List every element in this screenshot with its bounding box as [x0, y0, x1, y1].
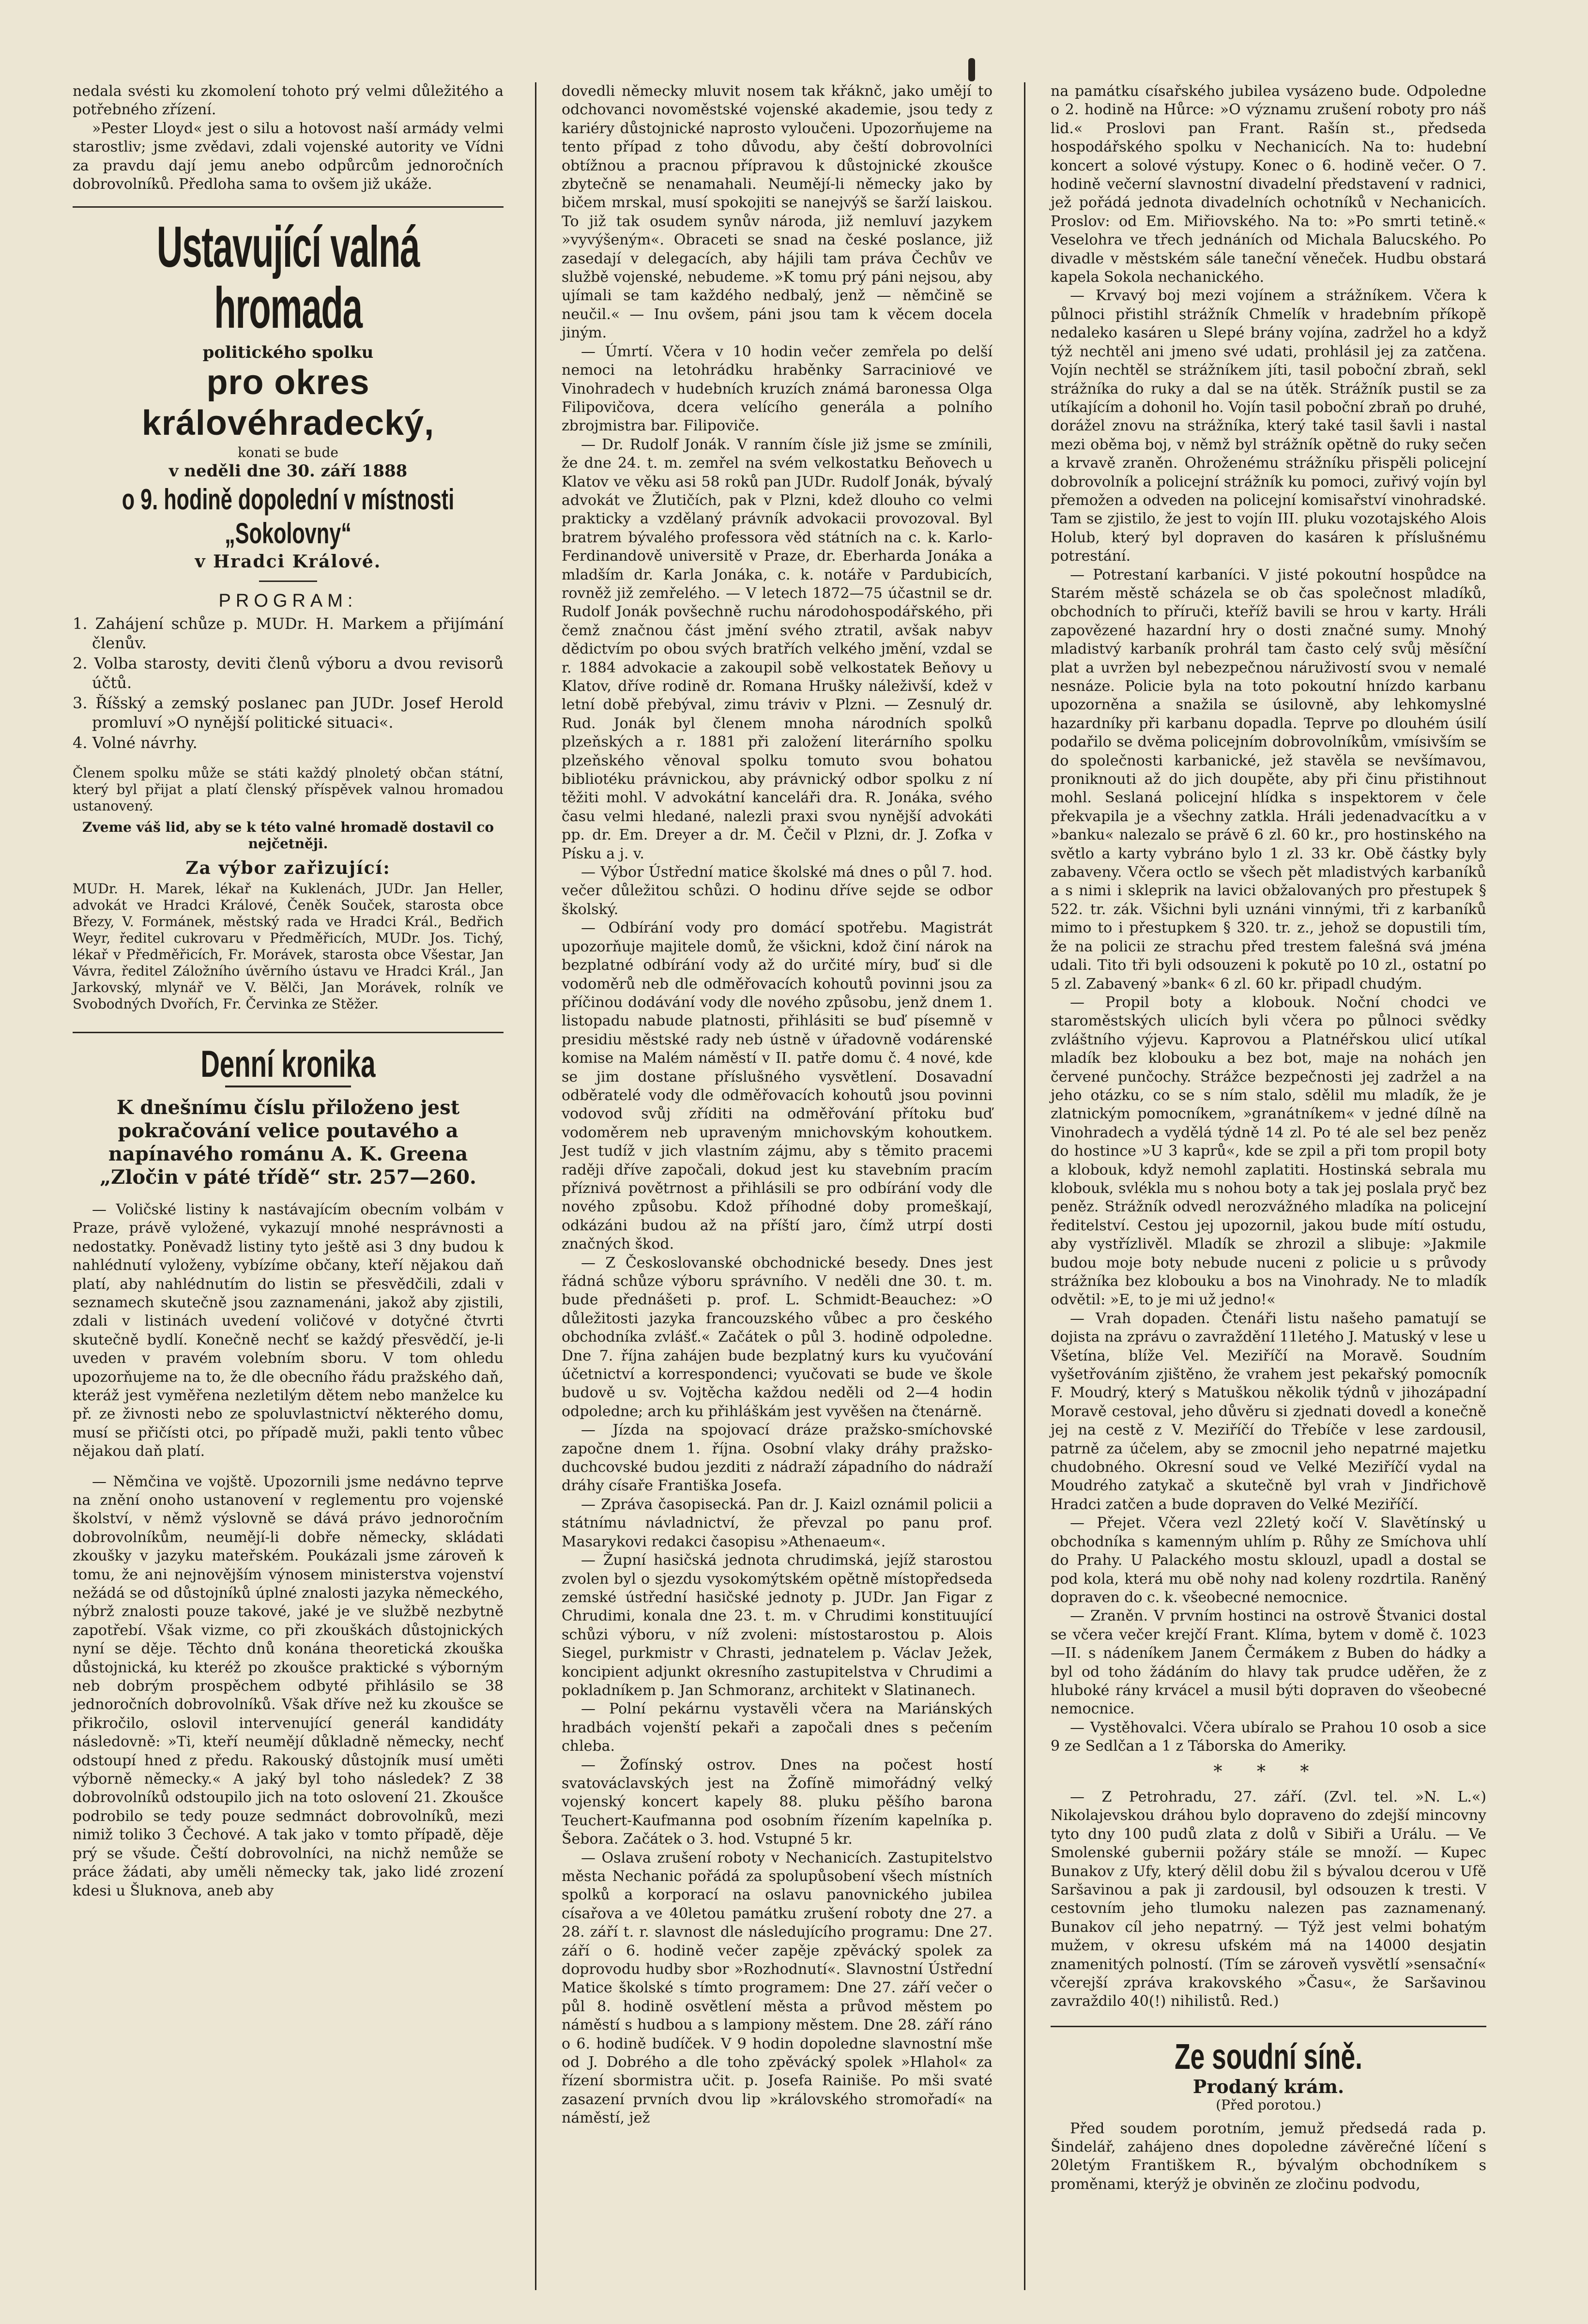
notice-title: Ustavující valná hromada [156, 214, 420, 341]
article-polni-pekarna: — Polní pekárnu vystavěli včera na Mariánských hradbách vojenští pekaři a započali dnes s pečením chleba. [562, 1700, 992, 1755]
program-list [73, 614, 504, 752]
separator [1051, 2026, 1486, 2027]
notice-date: v neděli dne 30. září 1888 [168, 461, 408, 481]
separator [73, 206, 504, 208]
program-item: 1. Zahájení schůze p. MUDr. H. Markem a přijímání členův. [73, 614, 504, 653]
program-heading: PROGRAM: [218, 591, 358, 612]
column-3 [1051, 82, 1486, 2194]
case-subtitle: (Před porotou.) [1216, 2097, 1321, 2113]
article-vybor-matice: — Výbor Ústřední matice školské má dnes o půl 7. hod. večer důležitou schůzi. O hodinu dříve sejde se odbor školský. [562, 864, 992, 918]
col1-intro-2: »Pester Lloyd« jest o silu a hotovost naší armády velmi starostliv; jsme zvědavi, zdali vojenské autority ve Vídni za pravdu dají jemu anebo odpůrcům jednoročních dobrovolníků. Předloha sama to ovšem již ukáže. [73, 120, 504, 193]
article-vystehovalci: — Vystěhovalci. Včera ubíralo se Prahou 10 osob a sice 9 ze Sedlčan a 1 z Táborska do Ameriky. [1051, 1719, 1486, 1755]
separator [259, 581, 317, 582]
column-rule [1024, 82, 1025, 2290]
committee-list: MUDr. H. Marek, lékař na Kuklenách, JUDr. Jan Heller, advokát ve Hradci Králové, Čeněk Souček, starosta obce Březy, V. Formánek, městský rada ve Hradci Král., Bedřich Weyr, ředitel cukrovaru v Předměřicích, MUDr. Jos. Tichý, lékař v Předměřicích, Fr. Morávek, starosta obce Všestar, Jan Vávra, ředitel Záložního úvěrního ústavu ve Hradci Král., Jan Jarkovský, mlynář ve V. Bělči, Jan Morávek, rolník ve Svobodných Dvořích, Fr. Červinka ze Stěžer. [73, 880, 504, 1012]
article-odbirani-vody: — Odbírání vody pro domácí spotřebu. Magistrát upozorňuje majitele domů, že všickni, kdož činí nárok na bezplatné odbírání vody až do určité míry, buď si dle vodoměrů neb dle odměřovacích kohoutů povinni jsou za příčinou dodávání vody dle nového způsobu, jenž dnem 1. listopadu nabude platnosti, přihlásiti se buď písemně v presidiu městské rady neb ústně v úřadovně vodárenské komise na Malém náměstí v II. patře domu č. 4 nové, kde se jim dostane příslušného vysvětlení. Dosavadní odběratelé vody dle odměřovacích kohoutů jsou povinni vodovod svůj zříditi na odměřování přítoku buď vodoměrem neb upraveným mnichovským kohoutkem. Jest tudíž v jich vlastním zájmu, aby s těmito pracemi raději dříve započali, dokud jest ku stavebním pracím příznivá povětrnost a přihlásili se pro odbírání vody dle nového způsobu. Kdož příhodné doby promeškají, odkázáni budou až na příští jaro, čímž utrpí dosti značných škod. [562, 919, 992, 1253]
committee-heading: Za výbor zařizující: [185, 858, 391, 879]
notice-place: v Hradci Králové. [195, 551, 382, 572]
column-2 [562, 82, 992, 2128]
column-rule [535, 82, 536, 2290]
notice-time: o 9. hodině dopolední v místnosti „Sokolovny“ [122, 483, 455, 550]
invite-text: Zveme váš lid, aby se k této valné hromadě dostavil co nejčetněji. [82, 819, 494, 852]
separator [225, 1086, 351, 1087]
article-volicske-listiny: — Voličské listiny k nastávajícím obecním volbám v Praze, právě vyložené, vykazují mnohé nesprávnosti a nedostatky. Poněvadž listiny tyto ještě asi 3 dny budou k nahlédnutí vyloženy, vybízíme občany, kteří nějakou daň platí, aby nahlédnutím do listin se přesvědčili, zdali v seznamech skutečně jsou zaznamenáni, jakož aby zjistili, zdali v listinách uvedení voličové v dotyčné čtvrti skutečně bydlí. Konečně nechť se každý přesvědčí, je-li uveden v pravém volebním sboru. V tom ohledu upozorňujeme na to, že dle obecního řádu pražského daň, kteráž jest vyměřena nezletilým dětem nebo manželce ku př. ze živnosti nebo ze spoluvlastnictví některého domu, musí se přičísti otci, po případě muži, pakli tento vůbec nějakou daň platí. [73, 1201, 504, 1460]
program-item: 2. Volba starosty, deviti členů výboru a dvou revisorů účtů. [73, 654, 504, 692]
print-mark [968, 58, 975, 81]
article-vrah-dopaden: — Vrah dopaden. Čtenáři listu našeho pamatují se dojista na zprávu o zavraždění 11letého J. Matuský v lese u Všetína, blíže Vel. Meziříčí na Moravě. Soudním vyšetřováním zjištěno, že vrahem jest pekařský pomocník F. Moudrý, který s Matuškou několik týdnů v jihozápadní Moravě cestoval, jeho důvěru si zjednati dovedl a konečně jej na cestě z V. Meziříčí do Třebíče v lese zardousil, patrně za účelem, aby se zmocnil jeho nepatrné majetku chudobného. Okresní soud ve Velké Meziříčí vydal na Moudrého zatykač a skutečně byl vrah v Jindřichově Hradci zatčen a bude dopraven do Velké Meziříčí. [1051, 1310, 1486, 1513]
article-umrti: — Úmrtí. Včera v 10 hodin večer zemřela po delší nemoci na letohrádku hraběnky Sarraciniové ve Vinohradech v hudebních kruzích známá baronessa Olga Filipovičova, dcera velícího generála a polního zbrojmistra bar. Filipoviče. [562, 343, 992, 435]
article-continuation: na památku císařského jubilea vysázeno bude. Odpoledne o 2. hodině na Hůrce: »O významu zrušení roboty pro náš lid.« Proslovi pan Frant. Rašín st., předseda hospodářského spolku v Nechanicích. Na to: hudební koncert a solové výstupy. Konec o 6. hodině večer. O 7. hodině večerní slavnostní divadelní představení v radnici, jež pořádá jednota divadelních ochotníků v Nechanicích. Proslov: od Em. Miřiovského. Na to: »Po smrti tetině.« Veselohra ve třech jednáních od Michala Balucského. Po divadle v městském sále taneční věneček. Hudbu obstará kapela Sokola nechanického. [1051, 83, 1486, 286]
case-title: Prodaný krám. [1192, 2075, 1344, 2097]
article-spojovaci-draha: — Jízda na spojovací dráze pražsko-smíchovské započne dnem 1. října. Osobní vlaky dráhy pražsko-duchcovské budou jezditi z nádraží západního do nádraží dráhy císaře Františka Josefa. [562, 1422, 992, 1495]
col1-intro-1: nedala svésti ku zkomolení tohoto prý velmi důležitého a potřebného zřízení. [73, 83, 504, 119]
newspaper-page [73, 58, 1501, 2305]
lead-notice: K dnešnímu číslu přiloženo jest pokračování velice poutavého a napínavého románu A. K. Greena „Zločin v páté třídě“ str. 257—260. [100, 1096, 476, 1189]
article-oslava-nechanice: — Oslava zrušení roboty v Nechanicích. Zastupitelstvo města Nechanic pořádá za spolupůsobení všech místních spolků a korporací na oslavu panovnického jubilea císařova a ve 40letou památku zrušení roboty dne 27. a 28. září t. r. slavnost dle následujícího programu: Dne 27. září o 6. hodině večer zapěje zpěvácký spolek za doprovodu hudby sbor »Rozhodnutí«. Slavnostní Ústřední Matice školské s tímto programem: Dne 27. září večer o půl 8. hodině osvětlení města a průvod městem po náměstí s hudbou a s lampiony městem. Dne 28. září ráno o 6. hodině budíček. V 9 hodin dopoledne slavnostní mše od J. Dobrého a dle toho zpěvácký spolek »Hlahol« za řízení sbormistra učit. p. Josefa Rainiše. Po mši svaté zasazení prvních dvou lip »královského stromořadí« na náměstí, jež [562, 1849, 992, 2127]
article-krvavy-boj: — Krvavý boj mezi vojínem a strážníkem. Včera k půlnoci přistihl strážník Chmelík v hradebním příkopě nedaleko kasáren u Slepé brány vojína, zadržel ho a když týž nechtěl ani jmeno své udati, prohlásil jej za zatčena. Vojín nechtěl se strážníkem jíti, tasil poboční zbraň, sekl strážníka do ruky a dal se na útěk. Strážník pustil se za utíkajícím a dohonil ho. Vojín tasil poboční zbraň po druhé, dorážel znovu na strážníka, který také tasil šavli i nastal mezi oběma boj, v němž byl strážník opětně do ruky sečen a krvavě zraněn. Ohroženému strážníku přispěli policejní dobrovolník a policejní strážník ku pomoci, zuřivý vojín byl přemožen a odveden na policejní komisařství vinohradské. Tam se zjistilo, že jest to vojín III. pluku vozotajského Alois Holub, který byl dopraven do kasáren k příslušnému potrestání. [1051, 287, 1486, 565]
article-zofinsky-ostrov: — Žofínský ostrov. Dnes na počest hostí svatováclavských jest na Žofíně mimořádný velký vojenský koncert kapely 88. pluku pěšího barona Teuchert-Kaufmanna pod osobním řízením kapelníka p. Šebora. Začátek o 3. hod. Vstupné 5 kr. [562, 1756, 992, 1848]
section-title-denni-kronika: Denní kronika [200, 1042, 376, 1085]
section-title-soudni-sin: Ze soudní síně. [1175, 2036, 1362, 2077]
notice-sub1: politického spolku [202, 343, 374, 363]
article-prejet: — Přejet. Včera vezl 22letý kočí V. Slavětínský u obchodníka s kamenným uhlím p. Růhy ze Smíchova uhlí do Prahy. U Palackého mostu sklouzl, upadl a dostal se pod kola, která mu obě nohy nad koleny rozdrtila. Raněný dopraven do c. k. všeobecné nemocnice. [1051, 1514, 1486, 1606]
article-zupni-jednota: — Župní hasičská jednota chrudimská, jejíž starostou zvolen byl o sjezdu vysokomýtském opětně místopředseda zemské ústřední hasičské jednoty p. JUDr. Jan Figar z Chrudimi, konala dne 23. t. m. v Chrudimi konstituující schůzi výboru, v níž zvoleni: místostarostou p. Alois Siegel, purkmistr v Chrasti, jednatelem p. Václav Ježek, koncipient adjunkt okresního zastupitelstva v Chrudimi a pokladníkem p. Jan Schmoranz, architekt v Slatinanech. [562, 1552, 992, 1699]
program-item: 3. Říšský a zemský poslanec pan JUDr. Josef Herold promluví »O nynější politické situaci«. [73, 694, 504, 732]
notice-sub2: pro okres královéhradecký, [141, 363, 435, 443]
program-item: 4. Volné návrhy. [73, 734, 198, 752]
section-stars: * * * [1213, 1761, 1324, 1782]
article-continuation: dovedli německy mluvit nosem tak křáknč, jako umějí to odchovanci novoměstské vojenské akademie, jsou tedy z kariéry důstojnické naprosto vyloučeni. Upozorňujeme na tento případ z toho důvodu, aby čeští dobrovolníci obtížnou a pracnou přípravou k důstojnické zkoušce zbytečně se nenamahali. Neumějí-li německy jako by bičem mrskal, musí spokojiti se nanejvýš se šarží laiskou. To již tak osudem synův národa, již nemluví jazykem »vyvýšeným«. Obraceti se snad na české poslance, již zasedají v delegacích, aby hájili tam práva Čechův ve službě vojenské, nebudeme. »K tomu prý páni nejsou, aby ujímali se tam každého nedbalý, jenž — němčině se neučil.« — Inu ovšem, páni jsou tam k věcem docela jiným. [562, 83, 992, 342]
article-nemcina-ve-vojste: — Němčina ve vojště. Upozornili jsme nedávno teprve na znění onoho ustanovení v reglementu pro vojenské školství, v němž výslovně se dává právo jednoročním dobrovolníkům, neumějí-li dobře německy, skládati zkoušky v jazyku mateřském. Poukázali jsme zároveň k tomu, že ani nejnovějším výnosem ministerstva vojenství nežádá se od důstojníků úplné znalosti jazyka německého, nýbrž znalosti pouze takové, jaké je ve službě nezbytně zapotřebí. Však vizme, co při zkouškách důstojnických nyní se děje. Těchto dnů konána theoretická zkouška důstojnická, ku kteréž po zkoušce praktické s výborným neb dobrým prospěchem odbyté přihlásilo se 38 jednoročních dobrovolníků. Však dříve než ku zkoušce se přikročilo, oslovil intervenující generál kandidáty následovně: »Ti, kteří neumějí důkladně německy, nechť odstoupí hned z předu. Rakouský důstojník musí uměti výborně německy.« A jaký byl toho následek? Z 38 dobrovolníků odstoupilo jich na toto oslovení 21. Zkoušce podrobilo se tedy pouze sedmnáct dobrovolníků, mezi nimiž toliko 3 Čechové. A tak jako v tomto případě, děje prý se všude. Čeští dobrovolníci, na nichž nemůže se práce žádati, aby uměli německy tak, jako lidé zrození kdesi u Šluknova, aneb aby [73, 1473, 504, 1899]
column-1 [73, 82, 504, 1900]
meeting-notice [73, 216, 504, 1012]
article-karbanici: — Potrestaní karbaníci. V jisté pokoutní hospůdce na Starém městě scházela se ob čas společnost mladíků, obchodních to příruči, kteříž bavili se hrou v karty. Hráli zapovězené hazardní hry o dosti značné sumy. Mnohý mladistvý karbaník prohrál tam často celý svůj měsíční plat a uvržen byl nebezpečnou náruživostí svou v nemalé nesnáze. Policie byla na toto pokoutní hnízdo karbanu upozorněna a snažila se úsilovně, aby lehkomyslné hazardníky při karbanu dopadla. Teprve po dlouhém úsilí podařilo se dvěma policejním dobrovolníkům, vmísivším se do společnosti karbanické, jež stavěla se nevšímavou, proniknouti až do jich doupěte, aby při činu přistihnout mohl. Seslaná policejní hlídka s inspektorem v čele překvapila je a všechny zatkla. Hráli jedenadvacítku a v »banku« nalezalo se právě 6 zl. 60 kr., pro hostinského na světlo a karty vybráno bylo 1 zl. 33 kr. Obě částky byly zabaveny. Včera octlo se všech pět mladistvých karbaníků a s nimi i skleprik na lavici obžalovaných pro přestupek § 522. tr. zák. Všichni byli uznáni vinnými, tři z karbaníků mimo to i přestupkem § 320. tr. z., jehož se dopustili tím, že na policii ze strachu před trestem falešná svá jména udali. Tito tři byli odsouzeni k pokutě po 10 zl., ostatní po 5 zl. Zabavený »bank« 6 zl. 60 kr. připadl chudým. [1051, 566, 1486, 993]
notice-sub3: konati se bude [238, 444, 338, 460]
article-dr-jonak: — Dr. Rudolf Jonák. V ranním čísle již jsme se zmínili, že dne 24. t. m. zemřel na svém velkostatku Beňovech u Klatov ve věku asi 58 roků pan JUDr. Rudolf Jonák, bývalý advokát ve Žlutičích, pak v Plzni, kdež dlouho co velmi prakticky a vzdělaný právník advokacii provozoval. Byl bratrem bývalého professora věd státních na c. k. Karlo-Ferdinandově universitě v Praze, dr. Eberharda Jonáka a mladším dr. Karla Jonáka, c. k. notáře v Pardubicích, rovněž již zemřelého. — V letech 1872—75 účastnil se dr. Rudolf Jonák povšechně ruchu národohospodářského, při čemž značnou část jmění svého ztratil, avšak nabyv dědictvím po obou svých bratřích velkého jmění, vzdal se r. 1884 advokacie a zakoupil sobě velkostatek Beňovy u Klatov, dříve rodině dr. Romana Hrušky náleživší, kdež v letní době přebýval, zimu tráviv v Plzni. — Zesnulý dr. Rud. Jonák byl členem mnoha národních spolků plzeňských a r. 1881 při založení literárního spolku plzeňského věnoval spolku tomuto svou bohatou bibliotéku právnickou, aby právnický odbor spolku z ní těžiti mohl. V advokátní kanceláři dra. R. Jonáka, svého času velmi hledané, nalezli praxi svou nynější advokáti pp. dr. Em. Dreyer a dr. M. Čečil v Plzni, dr. J. Zofka v Písku a j. v. [562, 436, 992, 862]
membership-text: Členem spolku může se státi každý plnoletý občan státní, který byl přijat a platí členský příspěvek valnou hromadou ustanovený. [73, 765, 504, 814]
article-zprava-casopisecka: — Zpráva časopisecká. Pan dr. J. Kaizl oznámil policii a státnímu návladnictví, že převzal po panu prof. Masarykovi redakci časopisu »Athenaeum«. [562, 1496, 992, 1550]
article-petrohrad: — Z Petrohradu, 27. září. (Zvl. tel. »N. L.«) Nikolajevskou dráhou bylo dopraveno do zdejší mincovny tyto dny 100 pudů zlata z dolů v Sibiři a Urálu. — Ve Smolenské gubernii požáry stále se množí. — Kupec Bunakov z Ufy, který dělil dobu žil s bývalou dcerou v Ufě Saršavinou a pak ji zardousil, byl odsouzen k tresti. V cestovním jeho tlumoku nalezen pas zaznamenaný. Bunakov cíl jeho nepatrný. — Týž jest velmi bohatým mužem, v okresu ufském má na 14000 desjatin znamenitých polností. (Tím se zároveň vysvětlí »sensační« včerejší zpráva krakovského »Času«, že Saršavinou zavraždilo 40(!) nihilistů. Red.) [1051, 1788, 1486, 2010]
separator [73, 1032, 504, 1033]
article-obchodnicka-beseda: — Z Českoslovanské obchodnické besedy. Dnes jest řádná schůze výboru správního. V neděli dne 30. t. m. bude přednášeti p. prof. L. Schmidt-Beauchez: »O důležitosti jazyka francouzského vůbec a pro českého obchodníka zvlášť.« Začátek o půl 3. hodině odpoledne. Dne 7. října zahájen bude bezplatný kurs ku vyučování účetnictví a korrespondenci; vyučovati se bude ve škole budově u sv. Vojtěcha každou neděli od 2—4 hodin odpoledne; arch ku přihláškám jest vyvěšen na čtenárně. [562, 1254, 992, 1420]
article-propil-boty: — Propil boty a klobouk. Noční chodci ve staroměstských ulicích byli včera po půlnoci svědky zvláštního výjevu. Kaprovou a Platnéřskou ulicí utíkal mladík bez klobouku a bez bot, maje na nohách jen červené punčochy. Strážce bezpečnosti jej zadržel a na jeho otázku, co se s ním stalo, sdělil mu mladík, že je zlatnickým pomocníkem, »granátníkem« v jedné dílně na Vinohradech a vydělá týdně 14 zl. Po té ale sel bez peněz do hostince »U 3 kaprů«, kde se zpil a při tom propil boty a klobouk, když nemohl zaplatiti. Hostinská sebrala mu klobouk, svlékla mu s nohou boty a tak jej poslala pryč bez peněz. Strážník odvedl nerozvážného mladíka na policejní ředitelství. Cestou jej upozornil, jakou bude mítí ostudu, aby vystřízlivěl. Mladík se zhrozil a slibuje: »Jakmile budou moje boty nebude nuceni z policie u s průvody strážníka bez klobouku a bos na Vinohrady. Ne to mladík odvětil: »E, to je mi už jedno!« [1051, 994, 1486, 1309]
article-zranen: — Zraněn. V prvním hostinci na ostrově Štvanici dostal se včera večer krejčí Frant. Klíma, bytem v domě č. 1023—II. s nádeníkem Janem Čermákem z Buben do hádky a byl od toho žádáním do hlavy tak prudce uděřen, že z hluboké rány krvácel a musil býti dopraven do všeobecné nemocnice. [1051, 1607, 1486, 1718]
case-text: Před soudem porotním, jemuž předsedá rada p. Šindelář, zahájeno dnes dopoledne závěrečné líčení s 20letým Františkem R., bývalým obchodníkem s proměnami, kterýž je obviněn ze zločinu podvodu, [1051, 2120, 1486, 2193]
